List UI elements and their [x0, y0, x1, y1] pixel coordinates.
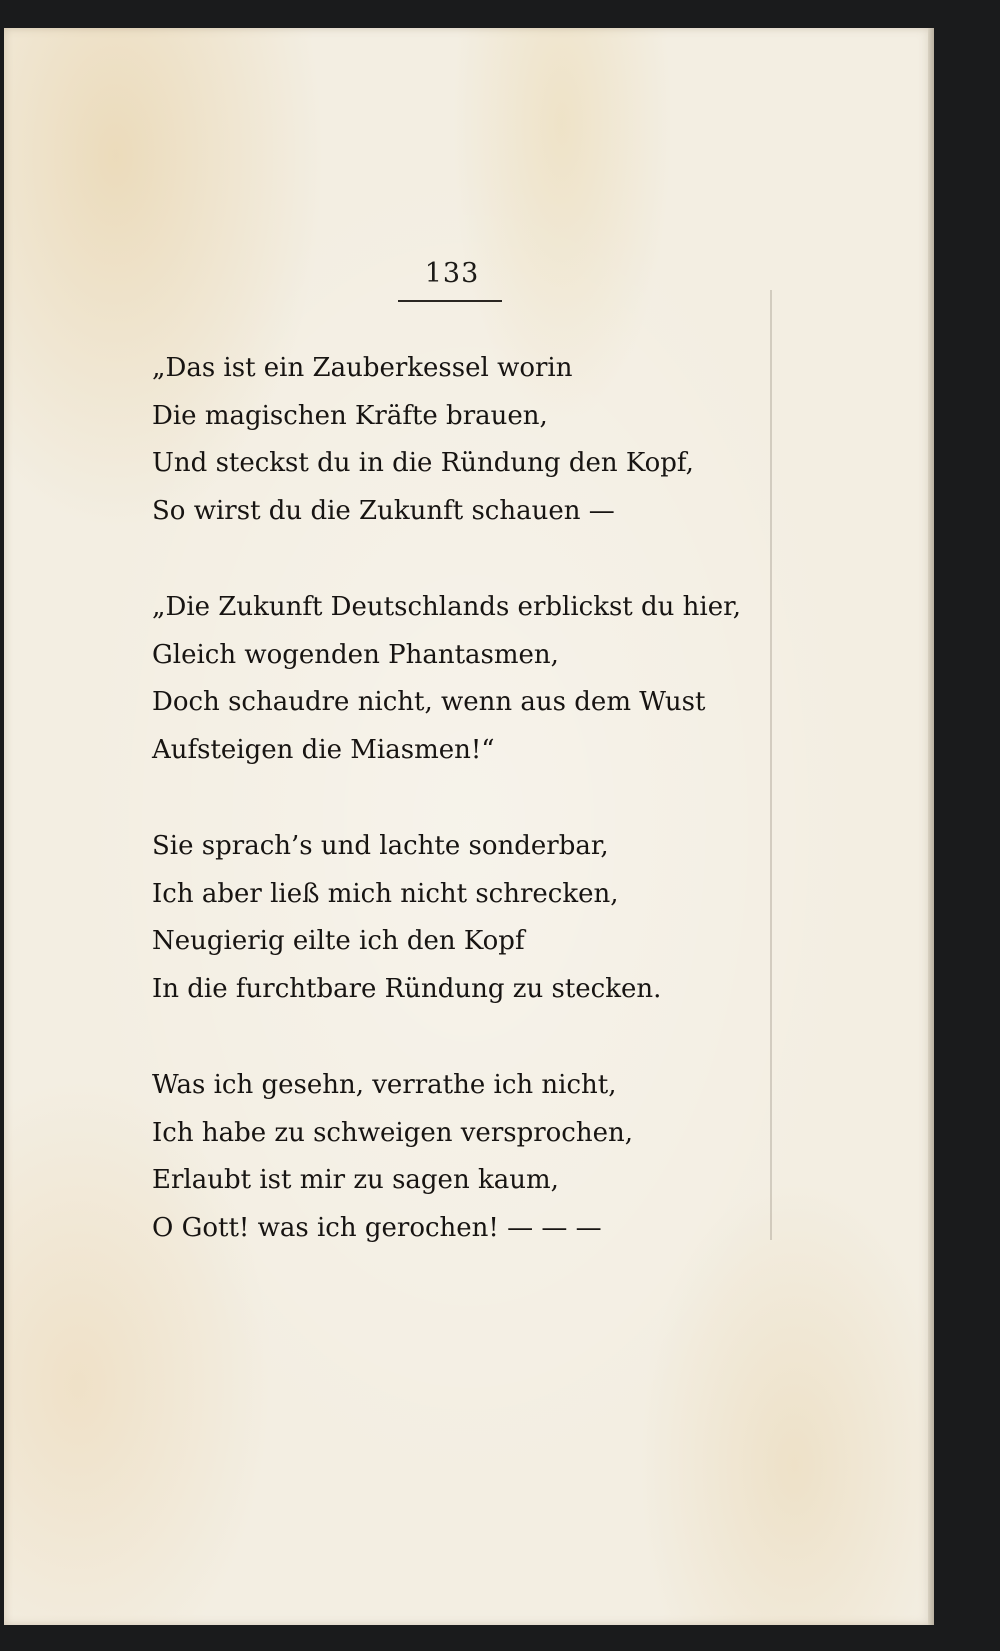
verse-line: Neugierig eilte ich den Kopf [152, 926, 525, 956]
verse-line: O Gott! was ich gerochen! — — — [152, 1212, 602, 1243]
verse-line: Ich habe zu schweigen versprochen, [152, 1117, 634, 1148]
poem [152, 345, 752, 1301]
verse-line: Gleich wogenden Phantasmen, [152, 639, 559, 670]
verse-line: Sie sprach’s und lachte sonderbar, [152, 831, 609, 861]
verse-line: Ich aber ließ mich nicht schrecken, [152, 878, 619, 909]
stanza-1 [152, 345, 752, 535]
page-number-rule [398, 300, 502, 302]
verse-line: Was ich gesehn, verrathe ich nicht, [152, 1070, 617, 1100]
verse-line: So wirst du die Zukunft schauen — [152, 495, 615, 526]
verse-line: Erlaubt ist mir zu sagen kaum, [152, 1165, 559, 1195]
verse-line: „Das ist ein Zauberkessel worin [152, 353, 573, 383]
verse-line: Doch schaudre nicht, wenn aus dem Wust [152, 687, 706, 717]
stanza-2 [152, 584, 752, 774]
verse-line: Aufsteigen die Miasmen!“ [152, 734, 495, 765]
verse-line: „Die Zukunft Deutschlands erblickst du hier, [152, 592, 741, 622]
page-number: 133 [424, 258, 480, 289]
stanza-4 [152, 1062, 752, 1252]
verse-line: In die furchtbare Ründung zu stecken. [152, 973, 662, 1004]
page-edge [928, 28, 934, 1625]
verse-line: Und steckst du in die Ründung den Kopf, [152, 448, 694, 478]
verse-line: Die magischen Kräfte brauen, [152, 400, 548, 431]
stanza-3 [152, 823, 752, 1013]
bleed-through-line [770, 290, 772, 1240]
